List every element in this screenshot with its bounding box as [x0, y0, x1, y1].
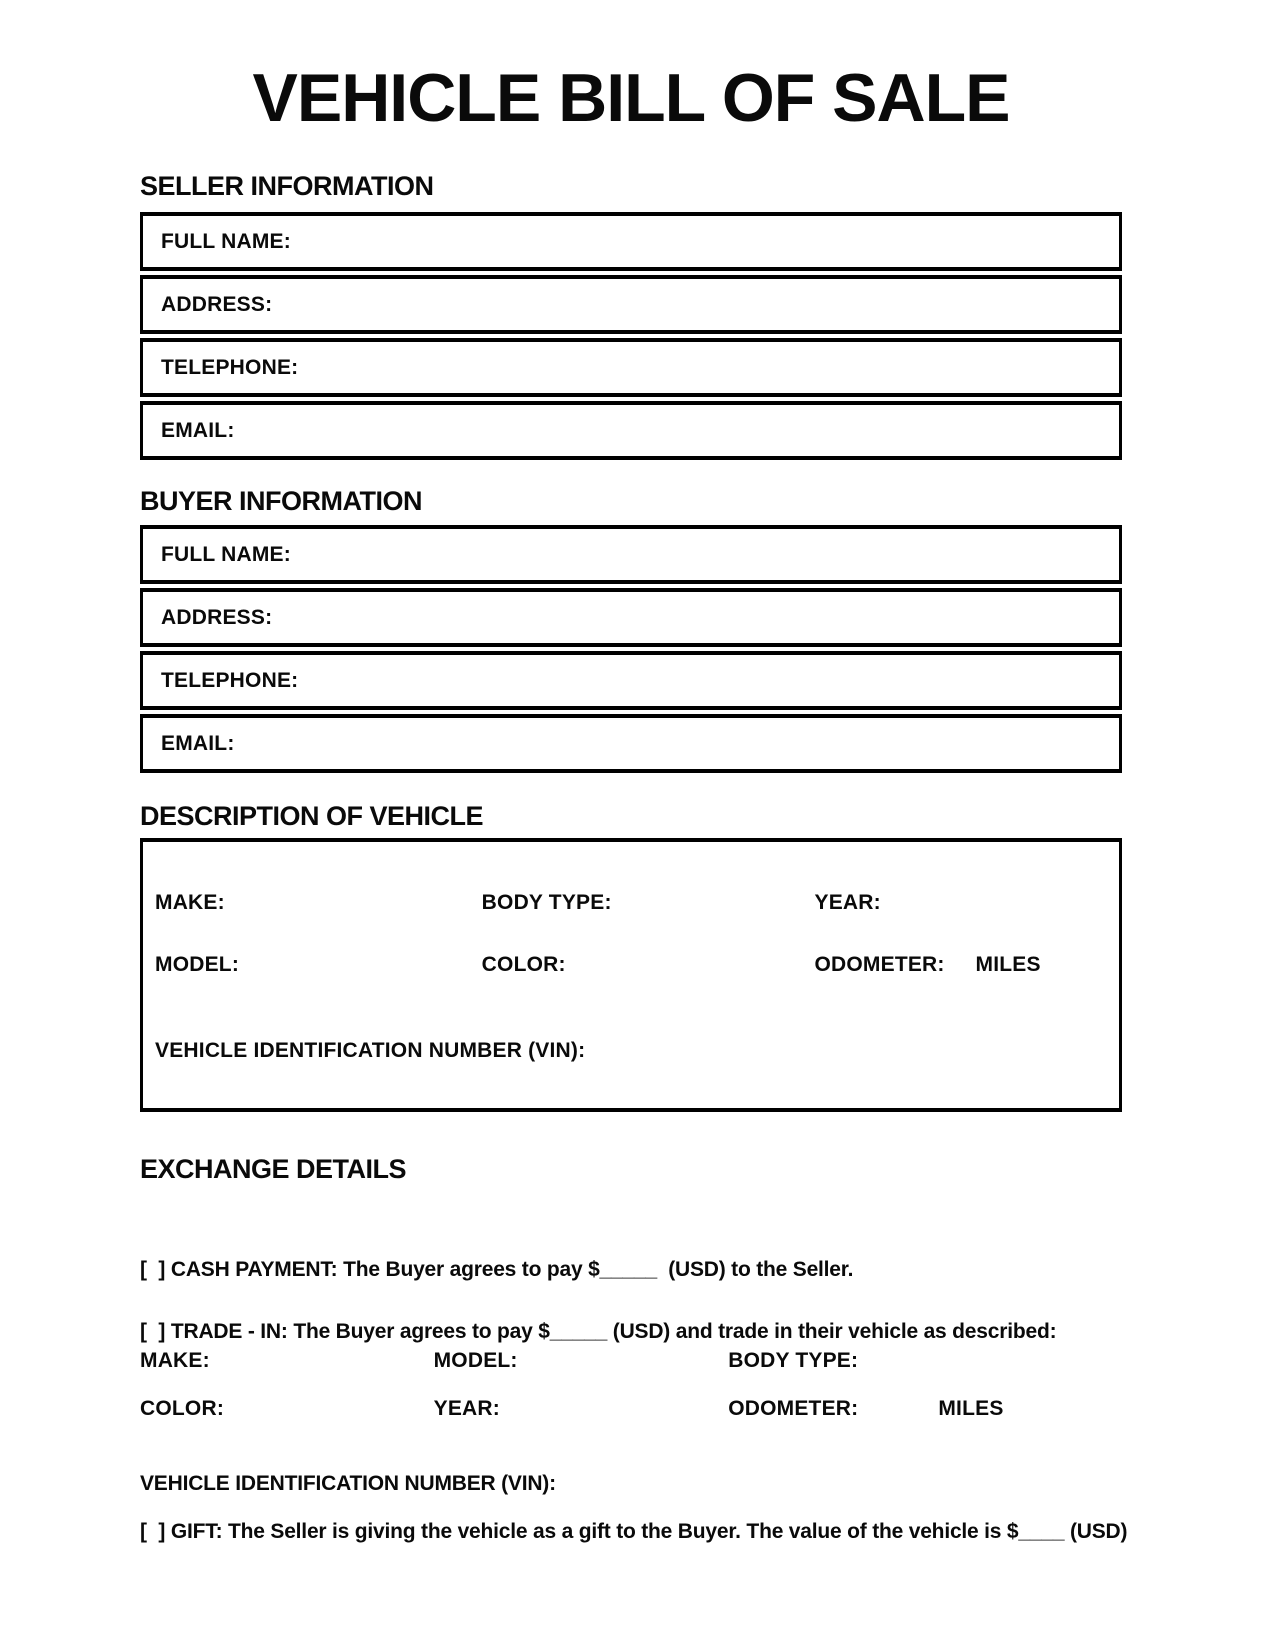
trade-vin-label: VEHICLE IDENTIFICATION NUMBER (VIN): — [140, 1472, 556, 1495]
seller-telephone-row — [140, 338, 1122, 397]
seller-email-label: EMAIL: — [161, 418, 235, 442]
cash-payment-checkbox[interactable]: [ ] — [140, 1258, 166, 1281]
trade-odometer-label: ODOMETER: — [728, 1397, 859, 1420]
seller-address-field[interactable] — [282, 279, 1101, 330]
cash-payment-text: The Buyer agrees to pay $_____ (USD) to the Seller. — [343, 1258, 854, 1281]
buyer-telephone-row — [140, 651, 1122, 710]
seller-telephone-field[interactable] — [308, 342, 1101, 393]
trade-color-label: COLOR: — [140, 1397, 225, 1420]
vehicle-miles-label: MILES — [975, 953, 1041, 976]
trade-in-checkbox[interactable]: [ ] — [140, 1320, 166, 1343]
buyer-section-heading: BUYER INFORMATION — [140, 486, 422, 516]
trade-in-label: TRADE - IN: — [170, 1320, 288, 1343]
buyer-email-row — [140, 714, 1122, 773]
seller-address-row — [140, 275, 1122, 334]
vehicle-year-label: YEAR: — [814, 891, 881, 914]
gift-option — [140, 1519, 1127, 1545]
page-title: VEHICLE BILL OF SALE — [252, 60, 1010, 136]
buyer-telephone-field[interactable] — [308, 655, 1101, 706]
gift-label: GIFT: — [170, 1520, 223, 1543]
trade-vehicle-row-1 — [140, 1348, 1122, 1374]
vehicle-model-label: MODEL: — [155, 953, 240, 976]
buyer-full-name-row — [140, 525, 1122, 584]
trade-in-text: The Buyer agrees to pay $_____ (USD) and trade in their vehicle as described: — [293, 1320, 1057, 1343]
gift-checkbox[interactable]: [ ] — [140, 1520, 166, 1543]
seller-full-name-field[interactable] — [301, 216, 1101, 267]
buyer-full-name-label: FULL NAME: — [161, 542, 291, 566]
buyer-full-name-field[interactable] — [301, 529, 1101, 580]
trade-model-label: MODEL: — [433, 1349, 518, 1372]
seller-full-name-row — [140, 212, 1122, 271]
vehicle-body-type-label: BODY TYPE: — [481, 891, 612, 914]
buyer-address-label: ADDRESS: — [161, 605, 273, 629]
vehicle-section-heading: DESCRIPTION OF VEHICLE — [140, 801, 484, 831]
seller-email-row — [140, 401, 1122, 460]
buyer-telephone-label: TELEPHONE: — [161, 668, 299, 692]
vehicle-color-label: COLOR: — [481, 953, 566, 976]
vehicle-description-box — [140, 838, 1122, 1112]
trade-miles-label: MILES — [938, 1397, 1004, 1420]
seller-telephone-label: TELEPHONE: — [161, 355, 299, 379]
buyer-info-box — [140, 525, 1122, 773]
seller-address-label: ADDRESS: — [161, 292, 273, 316]
cash-payment-label: CASH PAYMENT: — [170, 1258, 338, 1281]
trade-in-option — [140, 1319, 1056, 1345]
document-content — [140, 0, 1128, 1651]
trade-year-label: YEAR: — [433, 1397, 500, 1420]
trade-vehicle-row-2 — [140, 1396, 1122, 1422]
seller-section-heading: SELLER INFORMATION — [140, 171, 434, 201]
trade-make-label: MAKE: — [140, 1349, 210, 1372]
buyer-address-field[interactable] — [282, 592, 1101, 643]
exchange-section-heading: EXCHANGE DETAILS — [140, 1154, 407, 1184]
seller-full-name-label: FULL NAME: — [161, 229, 291, 253]
cash-payment-option — [140, 1257, 853, 1283]
vehicle-make-label: MAKE: — [155, 891, 225, 914]
vehicle-odometer-label: ODOMETER: — [814, 953, 945, 976]
seller-info-box — [140, 212, 1122, 460]
buyer-email-label: EMAIL: — [161, 731, 235, 755]
buyer-email-field[interactable] — [245, 718, 1101, 769]
gift-text: The Seller is giving the vehicle as a gift to the Buyer. The value of the vehicle is $____ (USD) — [228, 1520, 1128, 1543]
seller-email-field[interactable] — [245, 405, 1101, 456]
trade-body-type-label: BODY TYPE: — [728, 1349, 859, 1372]
buyer-address-row — [140, 588, 1122, 647]
vehicle-vin-label: VEHICLE IDENTIFICATION NUMBER (VIN): — [155, 1039, 586, 1062]
